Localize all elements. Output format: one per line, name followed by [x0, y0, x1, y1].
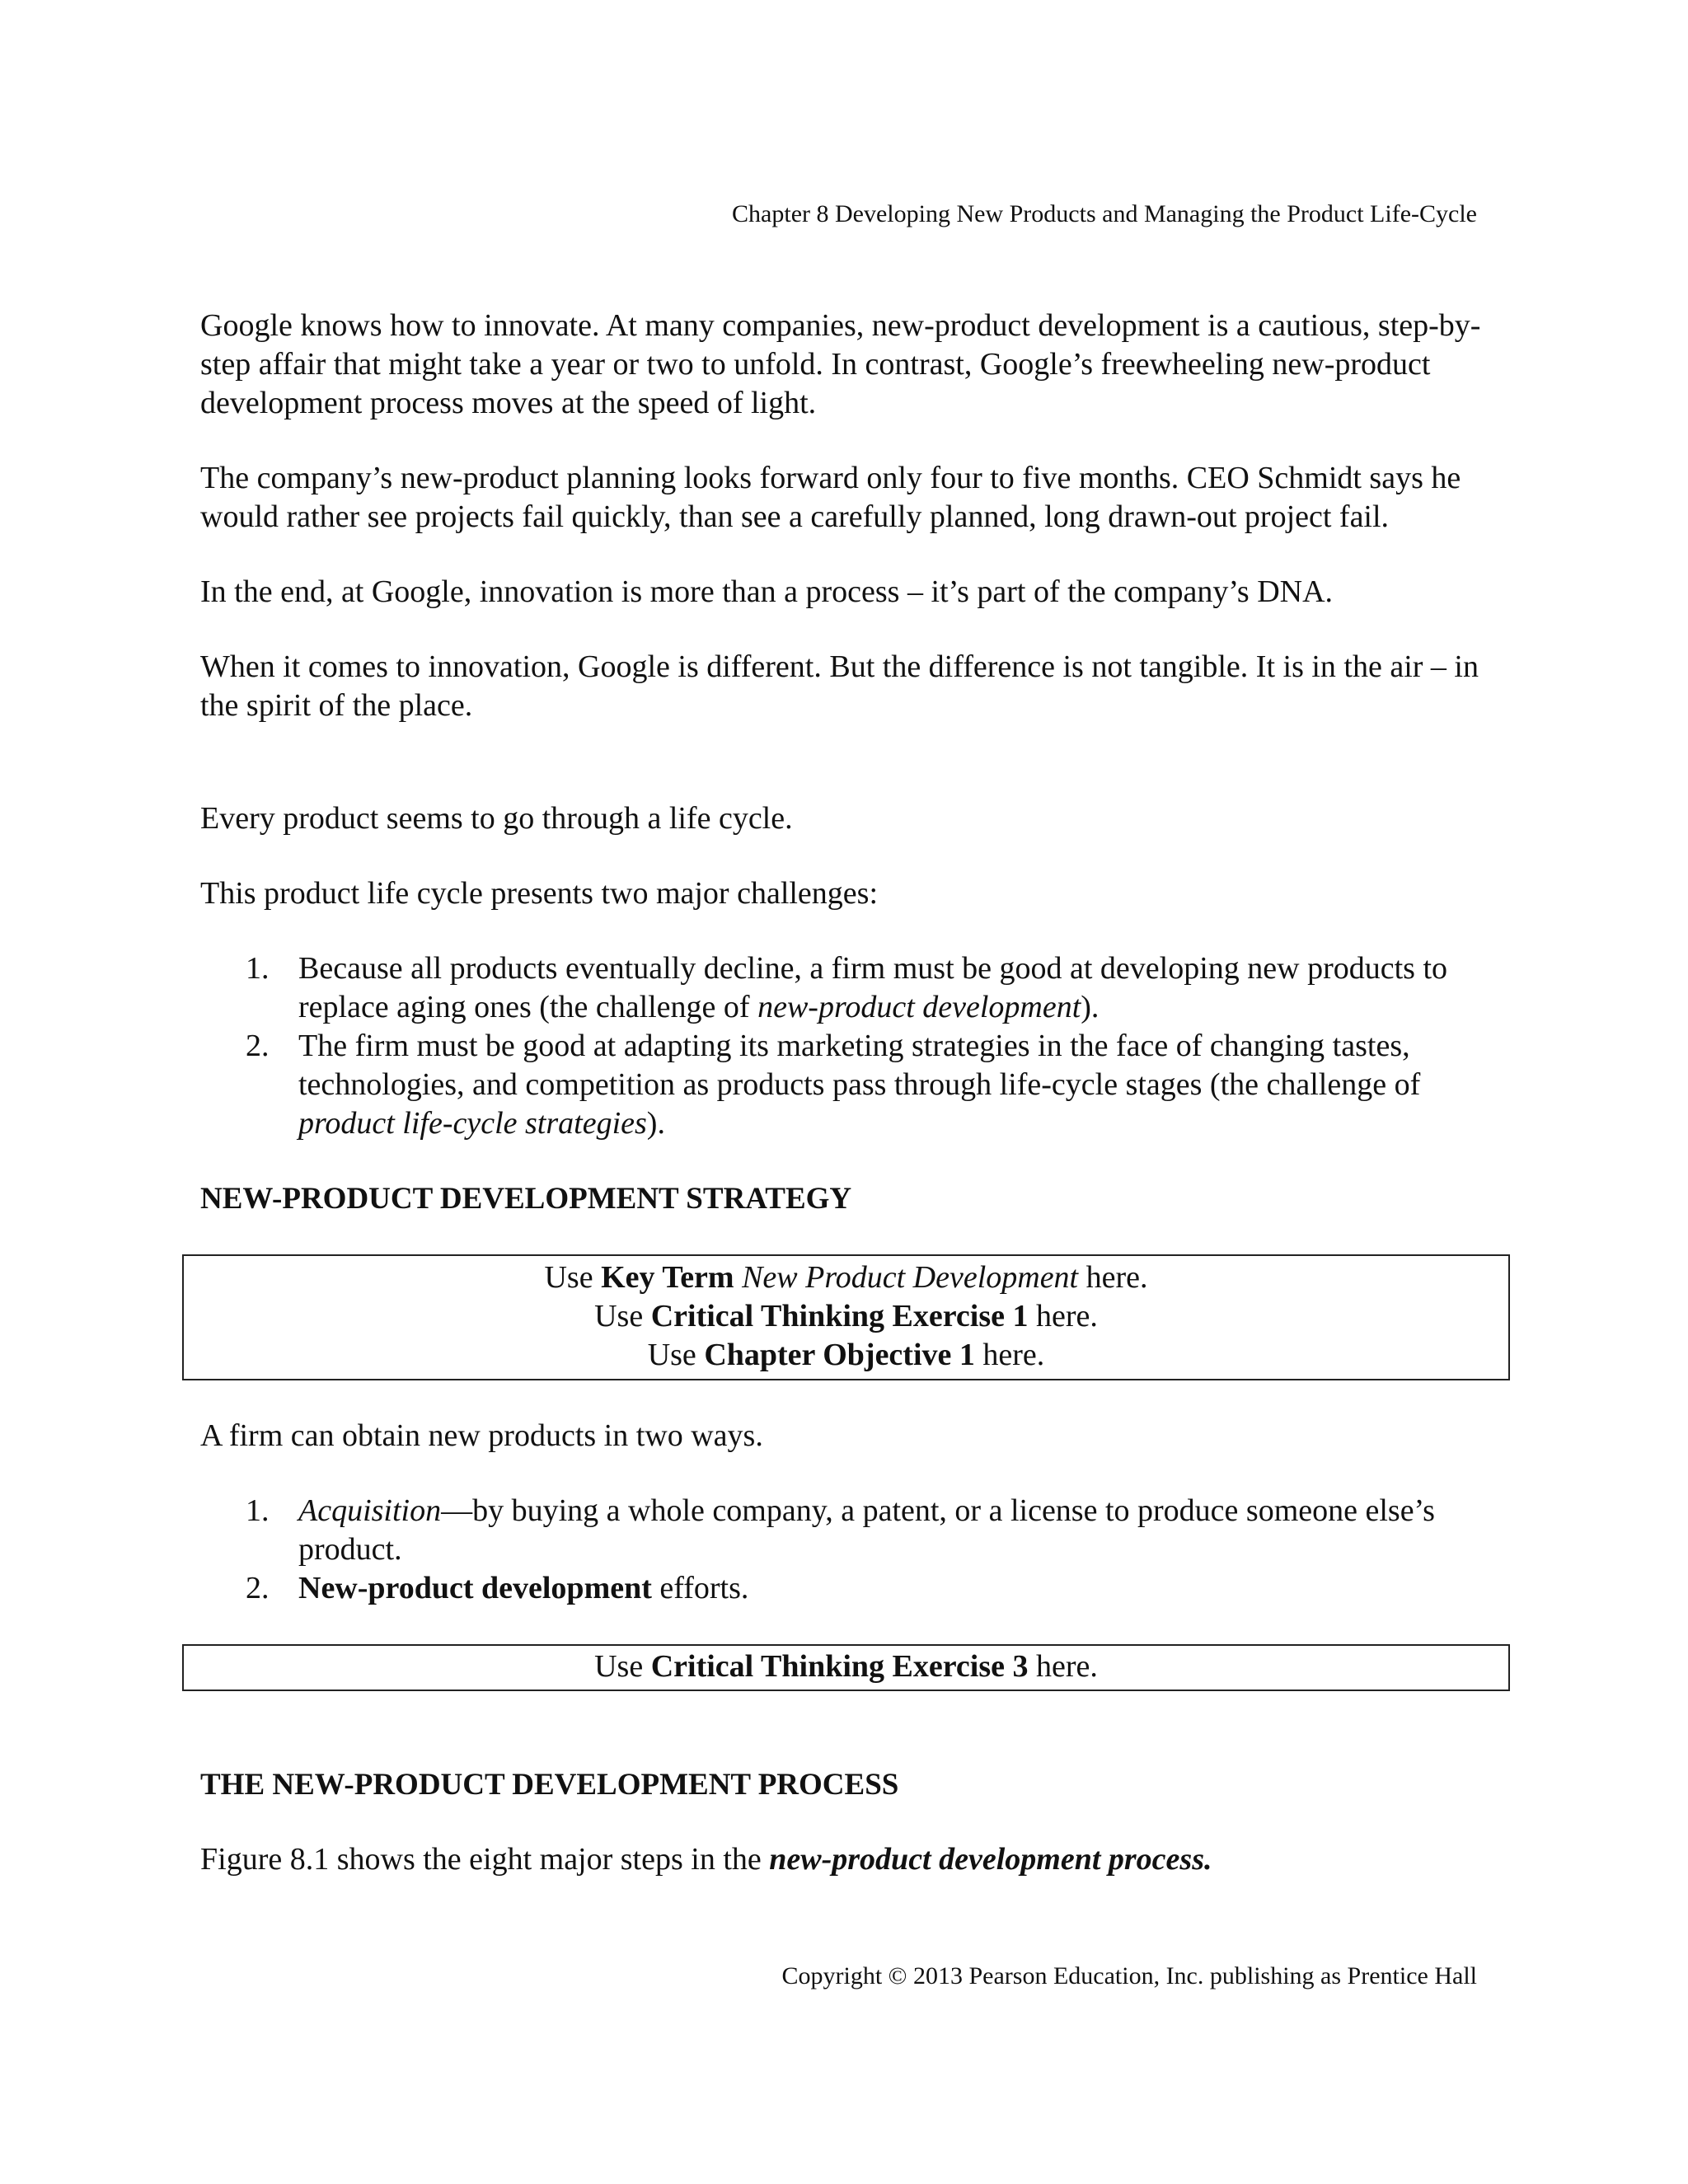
list-text: The firm must be good at adapting its marketing strategies in the face of changing tastes, technologies, and competition as products pass through life-cycle stages (the challenge of: [298, 1029, 1421, 1102]
paragraph-google-innovate: Google knows how to innovate. At many companies, new-product development is a cautious, step-by-step affair that might take a year or two to unfold. In contrast, Google’s freewheeling new-product development process moves at the speed of light.: [200, 308, 1481, 420]
list-text-end: ).: [1081, 990, 1100, 1024]
paragraph-life-cycle: Every product seems to go through a life cycle.: [200, 801, 793, 836]
callout-bold: Critical Thinking Exercise 3: [650, 1649, 1029, 1684]
figure-ref-emphasis: new-product development process.: [769, 1842, 1212, 1877]
callout-italic: New Product Development: [742, 1260, 1079, 1295]
callout-text: Use: [544, 1260, 602, 1295]
paragraph-dna: In the end, at Google, innovation is more than a process – it’s part of the company’s DNA.: [200, 574, 1334, 609]
list-number: 1.: [246, 951, 270, 986]
callout-text-end: here.: [1028, 1299, 1098, 1333]
callout-text-end: here.: [1028, 1649, 1098, 1684]
list-item: [200, 1569, 1503, 1608]
page-body: [200, 307, 1503, 1879]
list-emphasis: product life-cycle strategies: [298, 1106, 647, 1141]
figure-ref-text: Figure 8.1 shows the eight major steps in the: [200, 1842, 770, 1877]
list-number: 2.: [246, 1571, 270, 1605]
list-text: Because all products eventually decline, a firm must be good at developing new products to replace aging ones (the challenge of: [298, 951, 1447, 1024]
list-bold: New-product development: [298, 1571, 652, 1605]
callout-box-key-term: [182, 1254, 1510, 1380]
running-header: Chapter 8 Developing New Products and Managing the Product Life-Cycle: [732, 200, 1477, 227]
section-heading-process: THE NEW-PRODUCT DEVELOPMENT PROCESS: [200, 1768, 899, 1802]
list-item: [200, 1492, 1503, 1569]
callout-text: Use: [647, 1338, 705, 1372]
callout-line: [184, 1258, 1508, 1297]
callout-bold: Key Term: [601, 1260, 734, 1295]
list-emphasis: Acquisition: [298, 1493, 442, 1528]
callout-text: Use: [594, 1299, 651, 1333]
callout-line: [184, 1297, 1508, 1336]
list-number: 1.: [246, 1493, 270, 1528]
ways-list: [200, 1492, 1503, 1608]
list-text: efforts.: [651, 1571, 749, 1605]
paragraph-planning: The company’s new-product planning looks forward only four to five months. CEO Schmidt says he would rather see projects fail quickly, than see a carefully planned, long drawn-out project fail.: [200, 461, 1461, 534]
list-text-end: ).: [646, 1106, 665, 1141]
callout-bold: Chapter Objective 1: [704, 1338, 975, 1372]
paragraph-challenges-intro: This product life cycle presents two major challenges:: [200, 876, 879, 911]
challenges-list: [200, 949, 1503, 1143]
callout-bold: Critical Thinking Exercise 1: [650, 1299, 1029, 1333]
list-emphasis: new-product development: [757, 990, 1081, 1024]
paragraph-figure-ref: [200, 1840, 1503, 1879]
callout-text-end: here.: [974, 1338, 1045, 1372]
callout-text-end: here.: [1078, 1260, 1148, 1295]
callout-box-exercise-3: [182, 1644, 1510, 1691]
callout-line: [184, 1336, 1508, 1375]
section-heading-strategy: NEW-PRODUCT DEVELOPMENT STRATEGY: [200, 1182, 852, 1216]
paragraph-two-ways: A firm can obtain new products in two ways.: [200, 1418, 763, 1453]
list-item: [200, 949, 1503, 1027]
copyright-footer: Copyright © 2013 Pearson Education, Inc. publishing as Prentice Hall: [781, 1962, 1477, 1990]
list-item: [200, 1027, 1503, 1143]
callout-text: Use: [594, 1649, 651, 1684]
list-number: 2.: [246, 1029, 270, 1063]
paragraph-different: When it comes to innovation, Google is different. But the difference is not tangible. It is in the air – in the spirit of the place.: [200, 649, 1479, 723]
list-text: —by buying a whole company, a patent, or a license to produce someone else’s product.: [298, 1493, 1435, 1567]
callout-space: [734, 1260, 743, 1295]
